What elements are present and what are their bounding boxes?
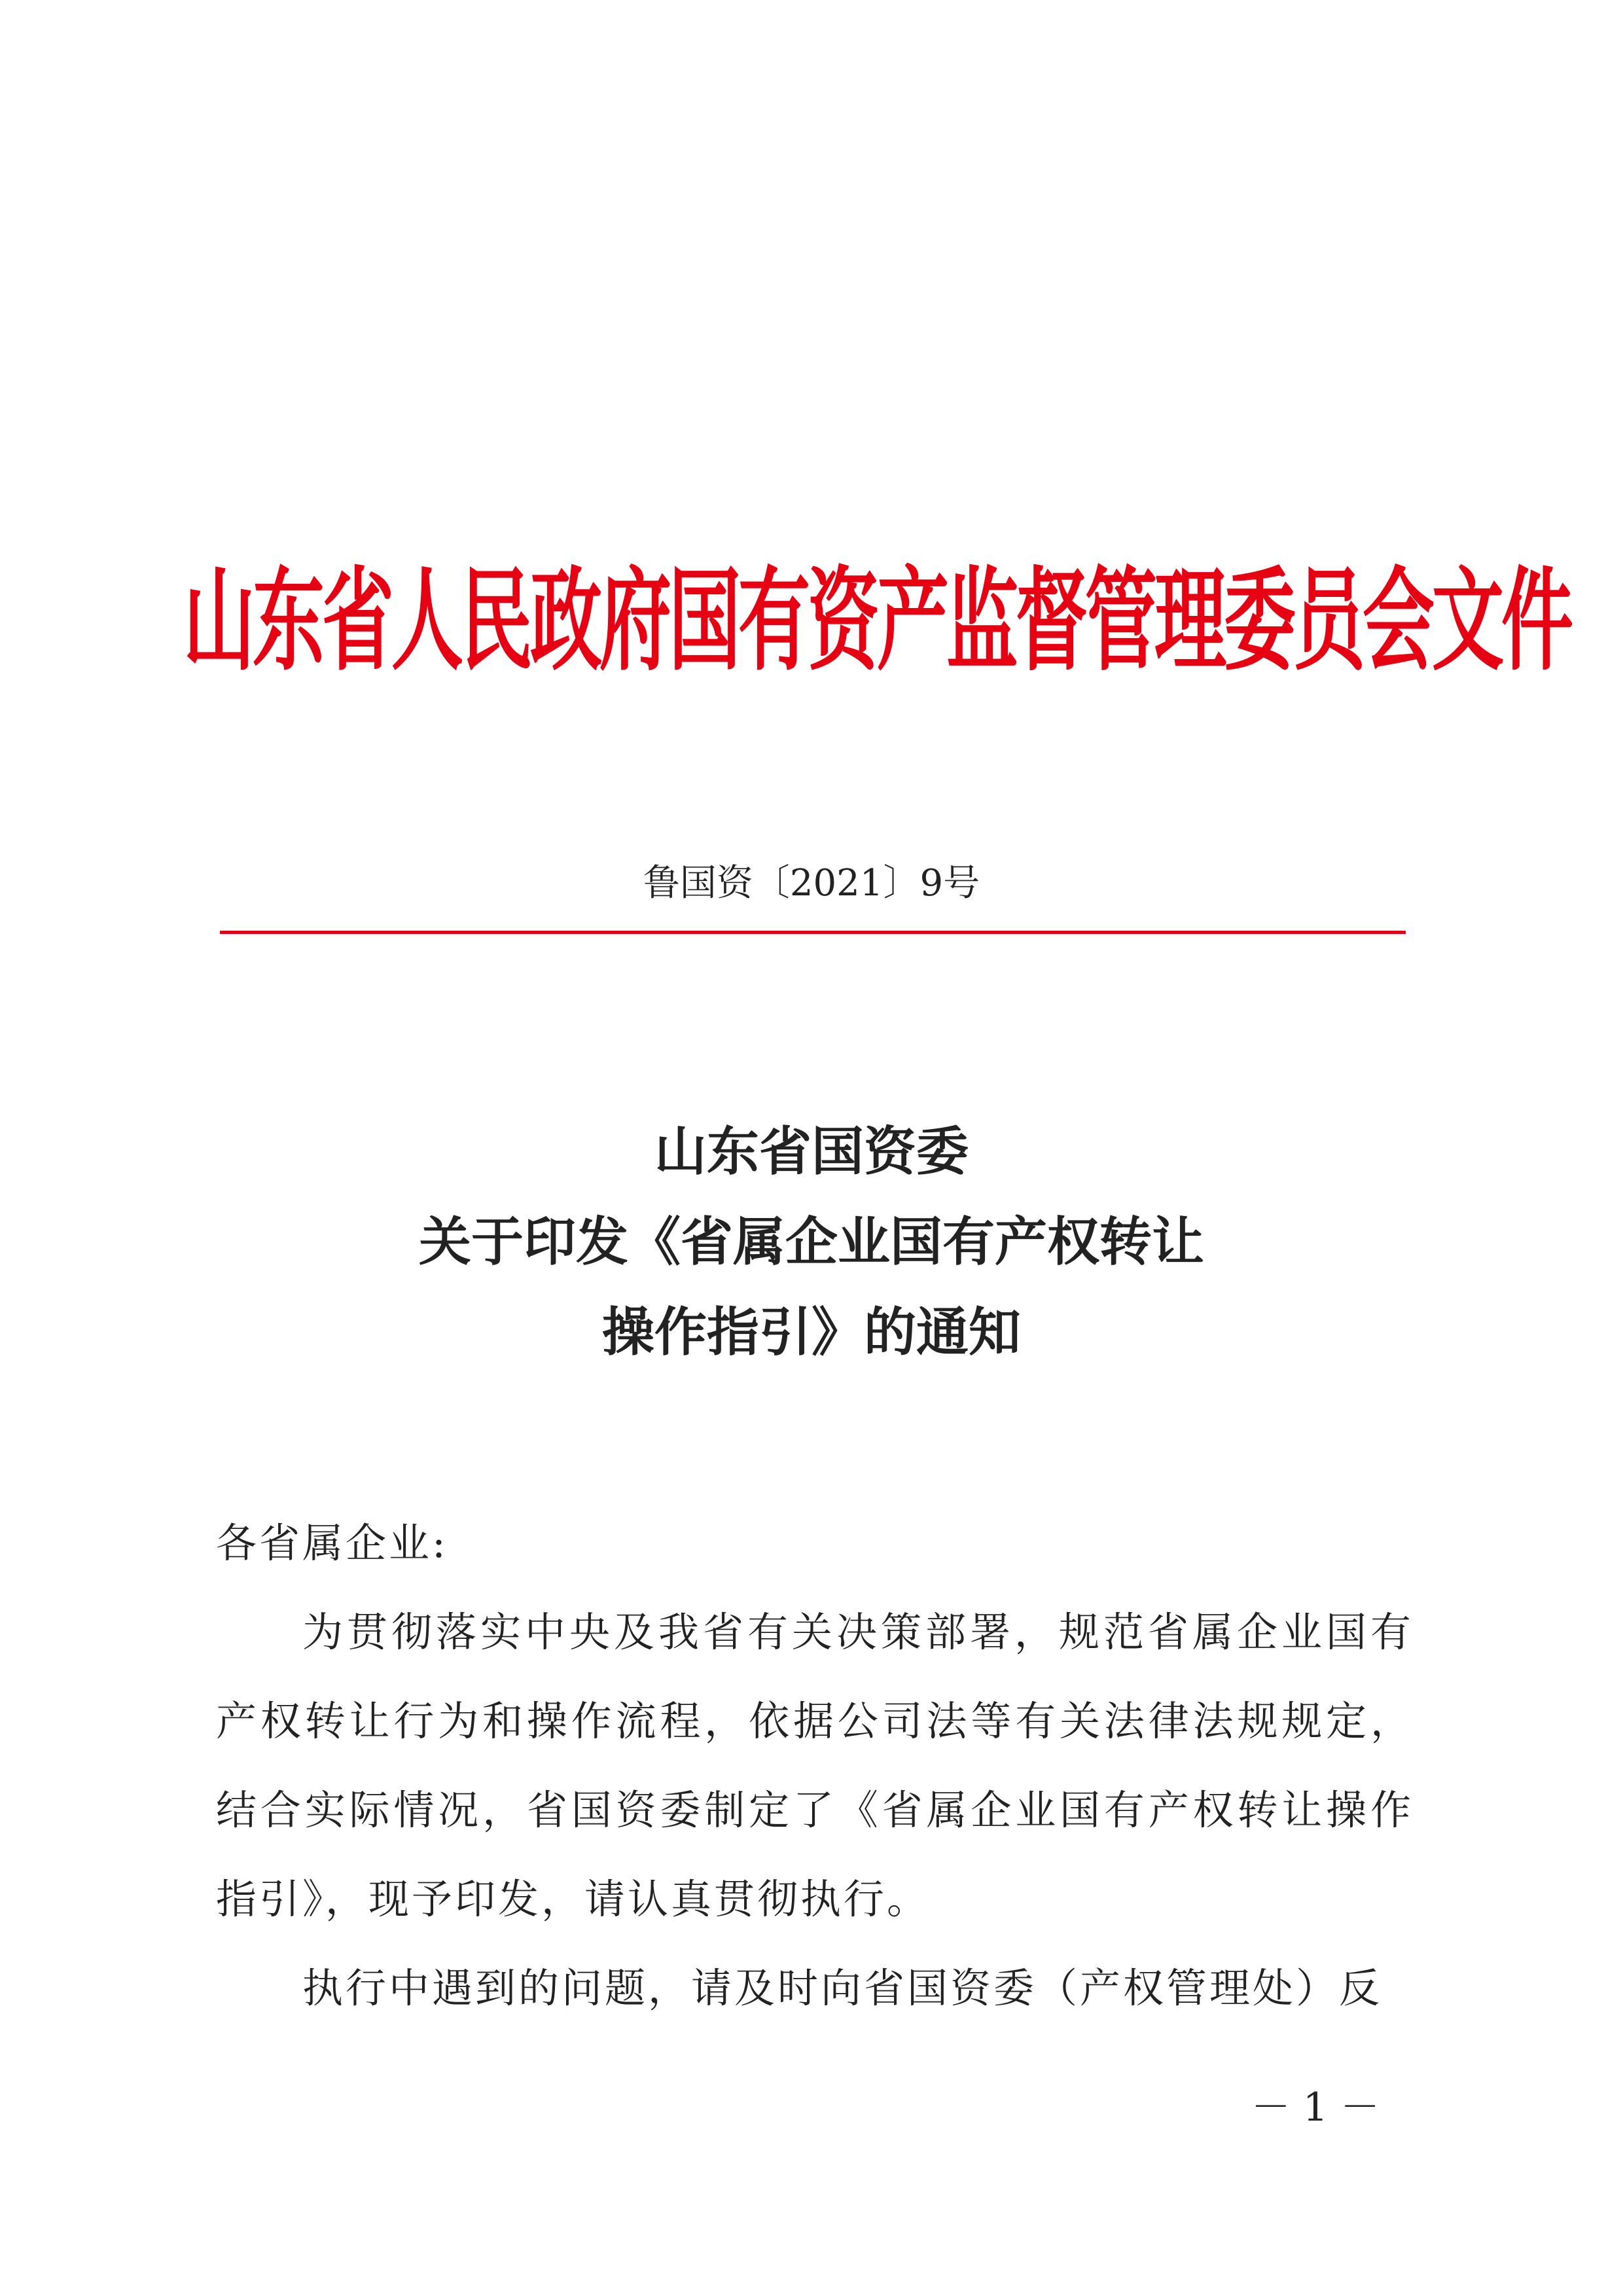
notice-title-line-3: 操作指引》的通知 xyxy=(602,1301,1021,1363)
body-paragraph-2: 执行中遇到的问题，请及时向省国资委（产权管理处）反 xyxy=(302,1964,1383,2012)
page-number: － 1 － xyxy=(1251,2085,1380,2130)
body-paragraph-1: 为贯彻落实中央及我省有关决策部署，规范省属企业国有产权转让行为和操作流程，依据公司法等有关法律法规规定，结合实际情况，省国资委制定了《省属企业国有产权转让操作指引》，现予印发，请认真贯彻执行。 xyxy=(216,1608,1414,1923)
masthead-title: 山东省人民政府国有资产监督管理委员会文件 xyxy=(183,556,1571,686)
document-number: 鲁国资〔2021〕9号 xyxy=(643,862,980,905)
notice-body xyxy=(216,1499,1414,2033)
salutation: 各省属企业: xyxy=(216,1519,448,1567)
notice-title-line-1: 山东省国资委 xyxy=(654,1121,969,1182)
notice-title-line-2: 关于印发《省属企业国有产权转让 xyxy=(419,1211,1204,1272)
red-divider-line xyxy=(220,931,1406,934)
notice-title xyxy=(223,1106,1400,1377)
